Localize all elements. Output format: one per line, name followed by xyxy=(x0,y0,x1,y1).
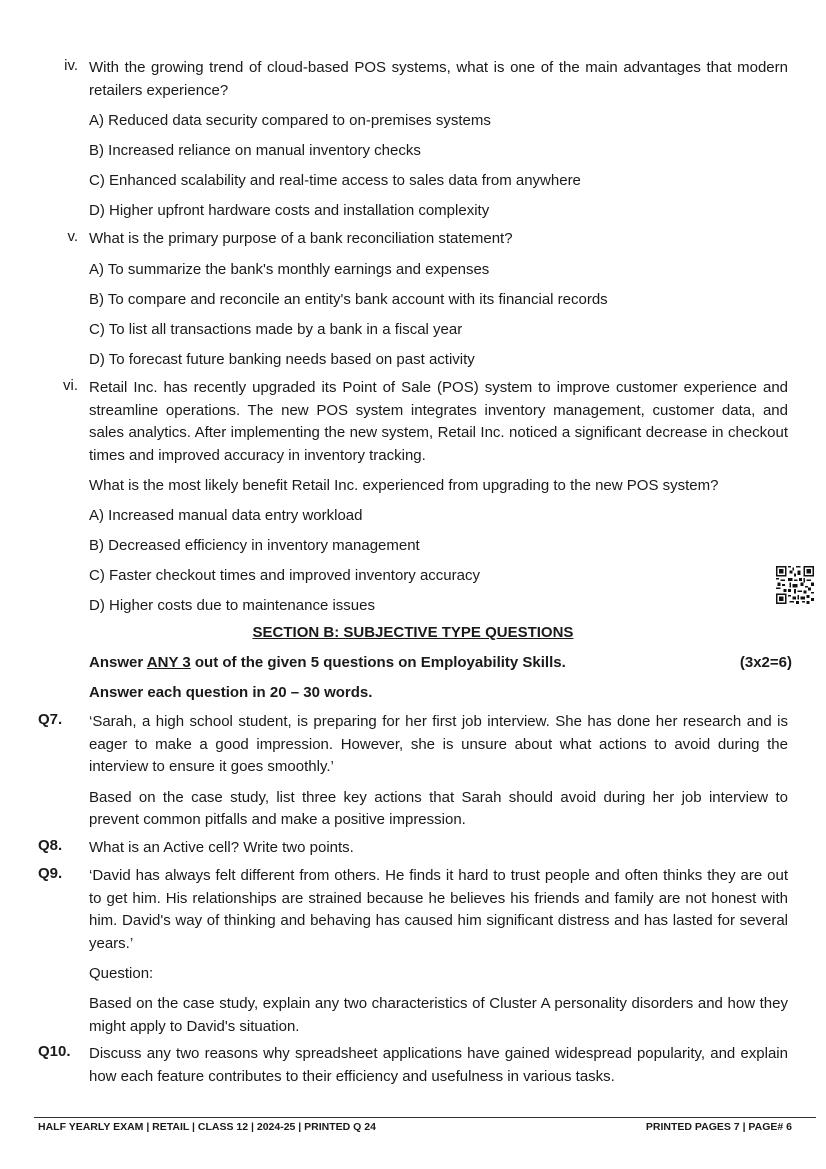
instruction-prefix: Answer xyxy=(89,654,147,671)
instruction-any-3: ANY 3 xyxy=(146,654,191,671)
footer-divider xyxy=(34,1117,816,1118)
option-c: C) Faster checkout times and improved inventory accuracy xyxy=(89,567,480,584)
option-a: A) To summarize the bank's monthly earnings and expenses xyxy=(89,260,490,278)
option-b: B) To compare and reconcile an entity's bank account with its financial records xyxy=(89,290,608,308)
question-text: What is the most likely benefit Retail Inc. experienced from upgrading to the new POS system? xyxy=(89,477,719,494)
case-study-text: Retail Inc. has recently upgraded its Point of Sale (POS) system to improve customer experience and streamline operations. The new POS system integrates inventory management, customer data, and sales analytics. After implementing the new system, Retail Inc. noticed a significant decrease in checkout times and improved accuracy in inventory tracking. xyxy=(89,379,788,464)
question-number: v. xyxy=(67,228,78,245)
option-c: C) To list all transactions made by a bank in a fiscal year xyxy=(89,320,463,338)
question-v xyxy=(38,228,788,371)
case-study-text: ‘Sarah, a high school student, is preparing for her first job interview. She has done her research and is eager to make a good impression. However, she is unsure about what actions to avoid during the interview to ensure it goes smoothly.’ xyxy=(89,713,788,775)
section-b-word-limit: Answer each question in 20 – 30 words. xyxy=(89,684,373,701)
qr-code-icon xyxy=(776,566,814,604)
question-number: iv. xyxy=(64,57,78,74)
option-a: A) Increased manual data entry workload xyxy=(89,507,363,524)
question-q8 xyxy=(38,837,788,860)
question-q7 xyxy=(38,711,788,832)
question-text: Based on the case study, list three key actions that Sarah should avoid during her job interview to prevent common pitfalls and make a positive impression. xyxy=(89,788,788,828)
question-text: What is the primary purpose of a bank reconciliation statement? xyxy=(89,230,513,247)
footer-exam-info: HALF YEARLY EXAM | RETAIL | CLASS 12 | 2024-25 | PRINTED Q 24 xyxy=(38,1121,376,1133)
question-number: vi. xyxy=(63,377,78,394)
question-label: Question: xyxy=(89,965,154,982)
option-b: B) Increased reliance on manual inventory checks xyxy=(89,142,421,159)
section-b-title: SECTION B: SUBJECTIVE TYPE QUESTIONS xyxy=(252,624,574,641)
option-a: A) Reduced data security compared to on-premises systems xyxy=(89,112,491,129)
section-b-marks: (3x2=6) xyxy=(739,654,792,671)
option-b: B) Decreased efficiency in inventory management xyxy=(89,537,420,554)
option-d: D) Higher upfront hardware costs and installation complexity xyxy=(89,202,490,219)
footer-page-info: PRINTED PAGES 7 | PAGE# 6 xyxy=(645,1121,792,1133)
question-q10 xyxy=(38,1043,788,1088)
option-c: C) Enhanced scalability and real-time access to sales data from anywhere xyxy=(89,172,581,189)
question-number: Q9. xyxy=(38,865,63,882)
question-number: Q10. xyxy=(38,1043,71,1060)
question-vi xyxy=(38,377,788,617)
question-q9 xyxy=(38,865,788,1038)
question-iv xyxy=(38,57,788,222)
option-d: D) To forecast future banking needs based on past activity xyxy=(89,350,475,368)
section-b-instruction xyxy=(89,652,566,674)
question-text: What is an Active cell? Write two points. xyxy=(89,839,354,856)
option-d: D) Higher costs due to maintenance issues xyxy=(89,597,375,614)
question-text: With the growing trend of cloud-based POS systems, what is one of the main advantages that modern retailers experience? xyxy=(89,59,788,99)
question-text: Based on the case study, explain any two characteristics of Cluster A personality disorders and how they might apply to David's situation. xyxy=(89,995,788,1035)
question-number: Q7. xyxy=(38,711,63,728)
case-study-text: ‘David has always felt different from others. He finds it hard to trust people and often thinks they are out to get him. His relationships are strained because he believes his friends and family are not honest with him. David's way of thinking and behaving has caused him significant distress and has lasted for several years.’ xyxy=(89,867,788,952)
question-number: Q8. xyxy=(38,837,63,854)
question-text: Discuss any two reasons why spreadsheet applications have gained widespread popularity, and explain how each feature contributes to their efficiency and usefulness in various tasks. xyxy=(89,1045,788,1085)
instruction-suffix: out of the given 5 questions on Employability Skills. xyxy=(190,654,566,671)
